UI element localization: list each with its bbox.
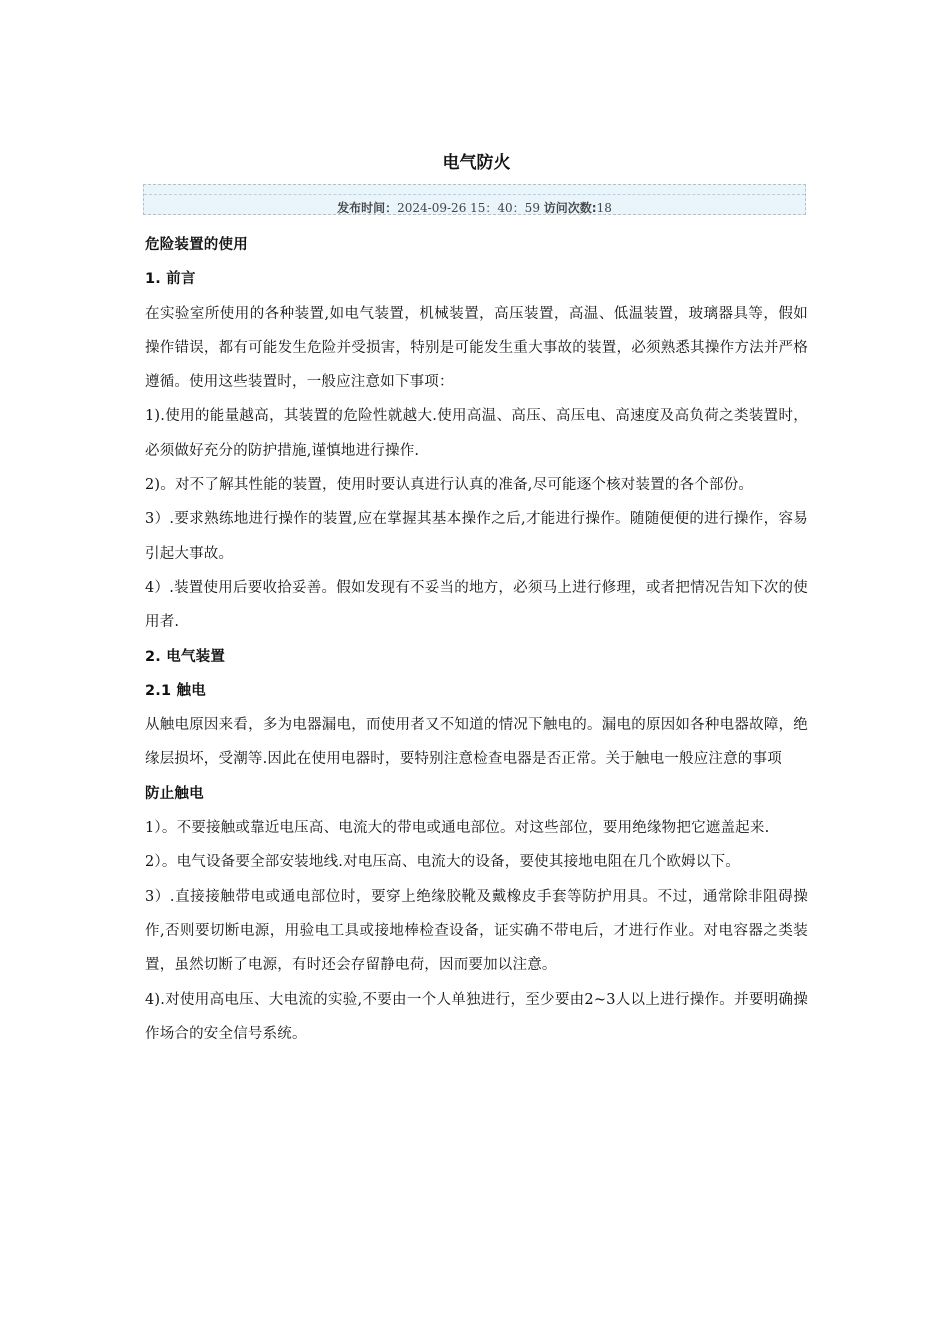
body-paragraph: 1）。不要接触或靠近电压高、电流大的带电或通电部位。对这些部位，要用绝缘物把它遮盖起来. [145,820,770,837]
body-paragraph: 1).使用的能量越高，其装置的危险性就越大.使用高温、高压、高压电、高速度及高负荷之类装置时，必须做好充分的防护措施,谨慎地进行操作. [145,408,808,459]
body-paragraph: 2）。电气设备要全部安装地线.对电压高、电流大的设备，要使其接地电阻在几个欧姆以下。 [145,854,740,871]
body-paragraph: 3）.要求熟练地进行操作的装置,应在掌握其基本操作之后,才能进行操作。随随便便的进行操作，容易引起大事故。 [145,511,808,562]
publish-time-value: 2024-09-26 15：40：59 [397,201,540,215]
body-paragraph: 2)。对不了解其性能的装置，使用时要认真进行认真的准备,尽可能逐个核对装置的各个部份。 [145,477,754,494]
page-title: 电气防火 [442,153,511,173]
article-meta-text [144,201,805,215]
body-paragraph: 4).对使用高电压、大电流的实验,不要由一个人单独进行，至少要由2~3人以上进行操作。并要明确操作场合的安全信号系统。 [145,991,808,1042]
body-paragraph: 4）.装置使用后要收拾妥善。假如发现有不妥当的地方，必须马上进行修理，或者把情况告知下次的使用者. [145,579,808,631]
section-heading: 防止触电 [145,785,204,802]
section-heading: 2. 电气装置 [145,648,226,665]
body-paragraph: 在实验室所使用的各种装置,如电气装置，机械装置，高压装置，高温、低温装置，玻璃器具等，假如操作错误，都有可能发生危险并受损害，特别是可能发生重大事故的装置，必须熟悉其操作方法并严格遵循。使用这些装置时，一般应注意如下事项： [145,305,808,391]
section-heading: 2.1 触电 [145,682,206,699]
publish-time-label: 发布时间： [337,201,398,215]
section-heading: 危险装置的使用 [145,237,248,253]
body-paragraph: 3）.直接接触带电或通电部位时，要穿上绝缘胶靴及戴橡皮手套等防护用具。不过，通常除非阻碍操作,否则要切断电源，用验电工具或接地棒检查设备，证实确不带电后，才进行作业。对电容器之类装置，虽然切断了电源，有时还会存留静电荷，因而要加以注意。 [145,888,808,974]
visit-count-label: 访问次数: [543,201,597,215]
visit-count-value: 18 [596,201,612,215]
article-body [145,228,808,1051]
body-paragraph: 从触电原因来看，多为电器漏电，而使用者又不知道的情况下触电的。漏电的原因如各种电器故障，绝缘层损坏，受潮等.因此在使用电器时，要特别注意检查电器是否正常。关于触电一般应注意的事项 [145,717,808,768]
article-meta-bar [143,184,806,215]
section-heading: 1. 前言 [145,271,196,288]
meta-divider [144,194,805,195]
